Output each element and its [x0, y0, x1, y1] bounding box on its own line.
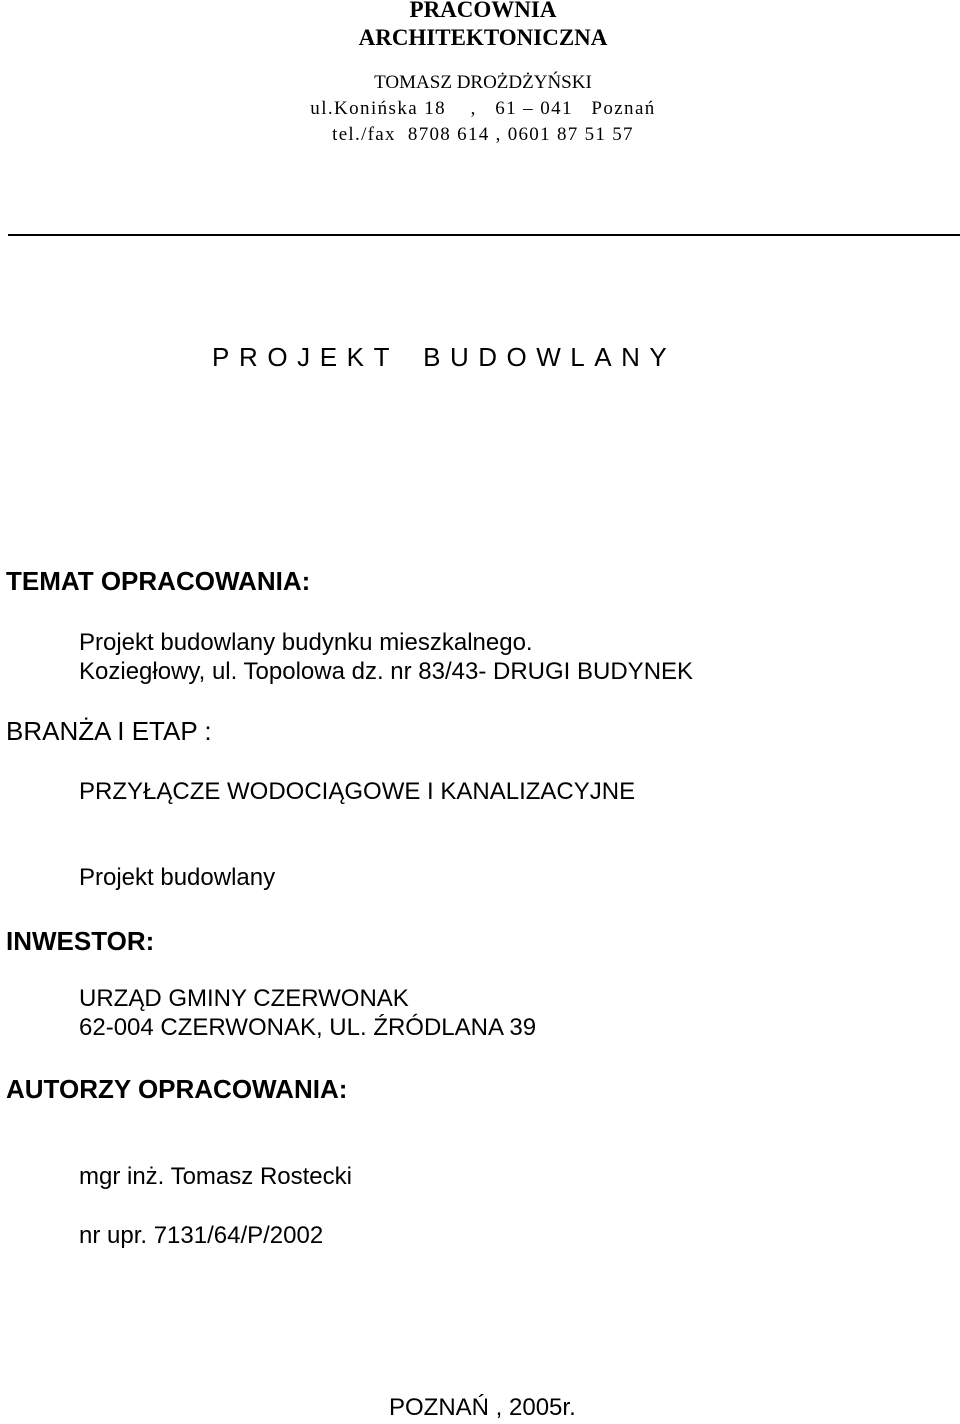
branza-line-2: Projekt budowlany	[79, 864, 276, 891]
document-title	[212, 342, 676, 373]
temat-line-1: Projekt budowlany budynku mieszkalnego.	[79, 629, 533, 656]
autorzy-label: AUTORZY OPRACOWANIA:	[6, 1074, 348, 1104]
firm-name-line-2: ARCHITEKTONICZNA	[358, 25, 608, 50]
header-divider	[8, 234, 960, 236]
document-title-part-1: PROJEKT	[212, 342, 400, 372]
footer-place-date: POZNAŃ , 2005r.	[389, 1394, 576, 1421]
inwestor-line-1: URZĄD GMINY CZERWONAK	[79, 985, 409, 1012]
author-license: nr upr. 7131/64/P/2002	[79, 1222, 324, 1249]
firm-name-line-1: PRACOWNIA	[409, 0, 557, 22]
firm-owner: TOMASZ DROŻDŻYŃSKI	[374, 72, 592, 93]
inwestor-label: INWESTOR:	[6, 926, 155, 956]
temat-label: TEMAT OPRACOWANIA:	[6, 566, 311, 596]
firm-address: ul.Konińska 18 , 61 – 041 Poznań	[310, 98, 656, 119]
author-name: mgr inż. Tomasz Rostecki	[79, 1163, 352, 1190]
inwestor-line-2: 62-004 CZERWONAK, UL. ŹRÓDLANA 39	[79, 1014, 537, 1041]
firm-phone: tel./fax 8708 614 , 0601 87 51 57	[332, 124, 634, 145]
branza-line-1: PRZYŁĄCZE WODOCIĄGOWE I KANALIZACYJNE	[79, 778, 636, 805]
temat-line-2: Koziegłowy, ul. Topolowa dz. nr 83/43- DRUGI BUDYNEK	[79, 658, 694, 685]
branza-label: BRANŻA I ETAP :	[6, 716, 212, 746]
document-title-part-2: BUDOWLANY	[423, 342, 677, 372]
